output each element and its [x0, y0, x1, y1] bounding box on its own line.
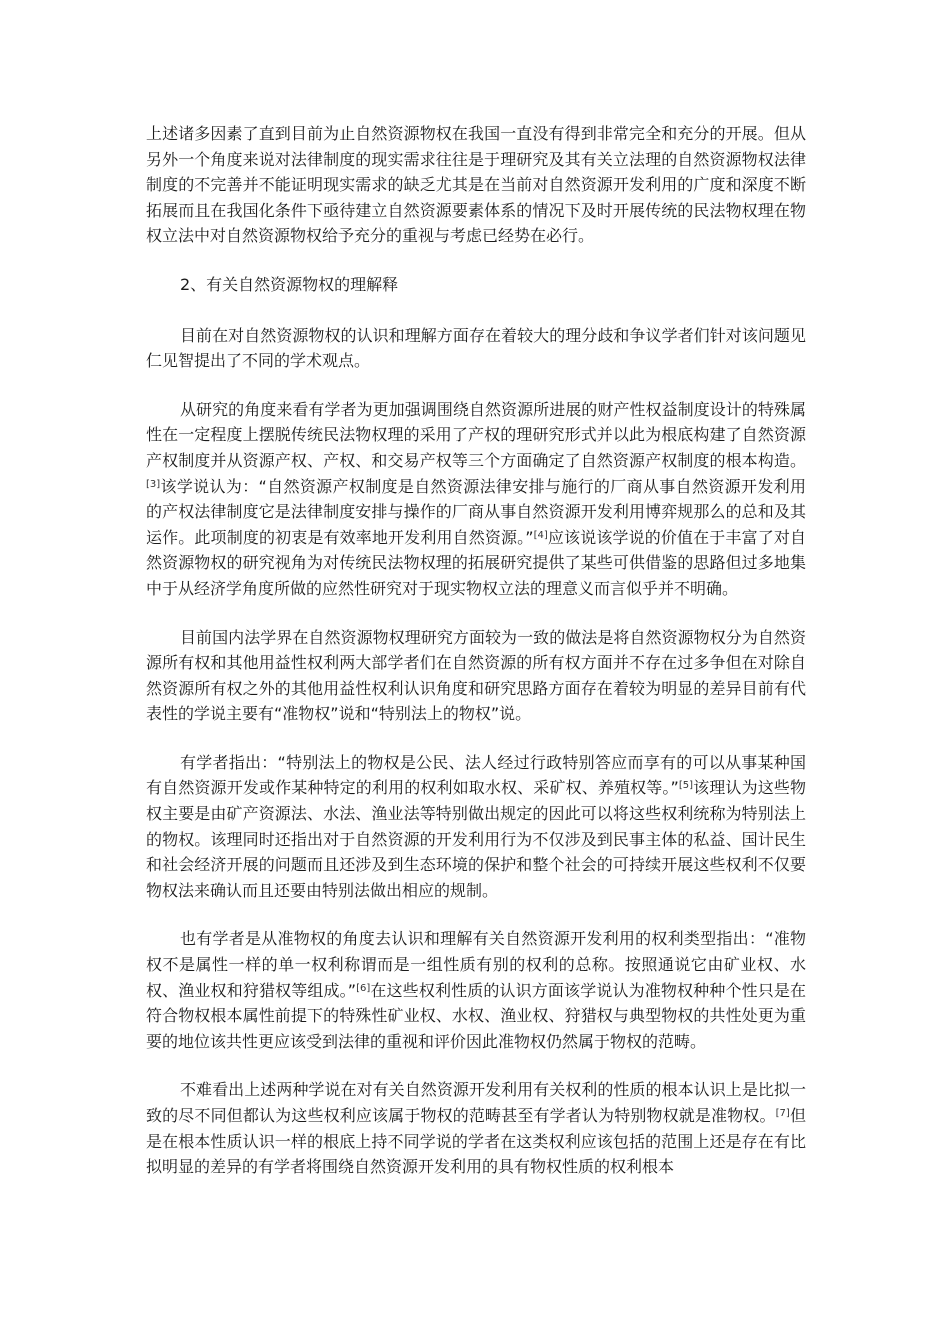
citation-marker: [3] — [146, 478, 161, 490]
paragraph-domestic-consensus — [146, 625, 806, 727]
section-heading-text: 2、有关自然资源物权的理解释 — [180, 274, 399, 294]
paragraph-text: 不难看出上述两种学说在对有关自然资源开发利用有关权利的性质的根本认识上是比拟一致的尽不同但都认为这些权利应该属于物权的范畴甚至有学者认为特别物权就是准物权。 — [146, 1080, 806, 1125]
paragraph-text: 目前国内法学界在自然资源物权理研究方面较为一致的做法是将自然资源物权分为自然资源所有权和其他用益性权利两大部学者们在自然资源的所有权方面并不存在过多争但在对除自然资源所有权之外的其他用益性权利认识角度和研究思路方面存在着较为明显的差异目前有代表性的学说主要有“准物权”说和“特别法上的物权”说。 — [146, 627, 806, 724]
paragraph-special-law-rights — [146, 750, 806, 904]
citation-marker: [7] — [775, 1108, 790, 1119]
document-page — [146, 121, 806, 1203]
paragraph-comparison — [146, 1077, 806, 1179]
paragraph-text: 有学者指出：“特别法上的物权是公民、法人经过行政特别答应而享有的可以从事某种国有自然资源开发或作某种特定的利用的权利如取水权、采矿权、养殖权等。” — [146, 752, 806, 798]
paragraph-disagreement — [146, 323, 806, 374]
paragraph-intro — [146, 121, 806, 249]
citation-marker: [4] — [533, 529, 548, 541]
paragraph-text: 但是在根本性质认识一样的根底上持不同学说的学者在这类权利应该包括的范围上还是存在有比拟明显的差异的有学者将围绕自然资源开发利用的具有物权性质的权利根本 — [146, 1106, 806, 1177]
citation-marker: [6] — [356, 982, 371, 994]
paragraph-text: 从研究的角度来看有学者为更加强调围绕自然资源所进展的财产性权益制度设计的特殊属性在一定程度上摆脱传统民法物权理的采用了产权的理研究形式并以此为根底构建了自然资源产权制度并从资源产权、产权、和交易产权等三个方面确定了自然资源产权制度的根本构造。 — [146, 399, 806, 470]
paragraph-text: 目前在对自然资源物权的认识和理解方面存在着较大的理分歧和争议学者们针对该问题见仁见智提出了不同的学术观点。 — [146, 325, 806, 371]
paragraph-text: 该理认为这些物权主要是由矿产资源法、水法、渔业法等特别做出规定的因此可以将这些权利统称为特别法上的物权。该理同时还指出对于自然资源的开发利用行为不仅涉及到民事主体的私益、国计民生和社会经济开展的问题而且还涉及到生态环境的保护和整个社会的可持续开展这些权利不仅要物权法来确认而且还要由特别法做出相应的规制。 — [146, 778, 806, 900]
section-heading — [146, 272, 806, 298]
paragraph-text: 也有学者是从准物权的角度去认识和理解有关自然资源开发利用的权利类型指出：“准物权不是属性一样的单一权利称谓而是一组性质有别的权利的总称。按照通说它由矿业权、水权、渔业权和狩猎权等组成。” — [146, 929, 806, 1000]
paragraph-quasi-property-rights — [146, 926, 806, 1054]
paragraph-text: 在这些权利性质的认识方面该学说认为准物权种种个性只是在符合物权根本属性前提下的特殊性矿业权、水权、渔业权、狩猎权与典型物权的共性处更为重要的地位该共性更应该受到法律的重视和评价因此准物权仍然属于物权的范畴。 — [146, 980, 806, 1051]
citation-marker: [5] — [678, 780, 694, 792]
paragraph-text: 该学说认为：“自然资源产权制度是自然资源法律安排与施行的厂商从事自然资源开发利用的产权法律制度它是法律制度安排与操作的厂商从事自然资源开发利用博弈规那么的总和及其运作。此项制度的初衷是有效率地开发利用自然资源。” — [146, 476, 806, 547]
paragraph-property-rights-theory — [146, 397, 806, 602]
paragraph-text: 上述诸多因素了直到目前为止自然资源物权在我国一直没有得到非常完全和充分的开展。但从另外一个角度来说对法律制度的现实需求往往是于理研究及其有关立法理的自然资源物权法律制度的不完善并不能证明现实需求的缺乏尤其是在当前对自然资源开发利用的广度和深度不断拓展而且在我国化条件下亟待建立自然资源要素体系的情况下及时开展传统的民法物权理在物权立法中对自然资源物权给予充分的重视与考虑已经势在必行。 — [146, 124, 806, 246]
paragraph-text: 应该说该学说的价值在于丰富了对自然资源物权的研究视角为对传统民法物权理的拓展研究提供了某些可供借鉴的思路但过多地集中于从经济学角度所做的应然性研究对于现实物权立法的理意义而言似乎并不明确。 — [146, 527, 806, 598]
